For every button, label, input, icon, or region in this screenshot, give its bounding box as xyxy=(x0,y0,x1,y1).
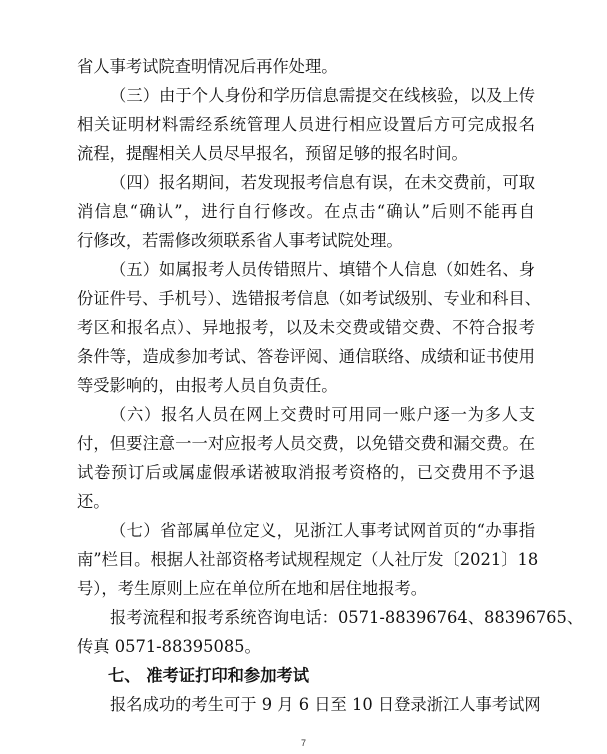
text-line: 南”栏目。根据人社部资格考试规程规定（人社厅发〔2021〕18 xyxy=(77,550,539,569)
text-line: 还。 xyxy=(77,492,110,511)
text-line: 行修改，若需修改须联系省人事考试院处理。 xyxy=(77,231,403,250)
text-line: 消信息“确认”，进行自行修改。在点击“确认”后则不能再自 xyxy=(77,202,535,221)
section-heading: 七、 准考证打印和参加考试 xyxy=(108,666,310,685)
text-line: 付，但要注意一一对应报考人员交费，以免错交费和漏交费。在 xyxy=(77,434,535,453)
text-line: 报考流程和报考系统咨询电话：0571-88396764、88396765、 xyxy=(110,608,584,627)
text-line: （四）报名期间，若发现报考信息有误，在未交费前，可取 xyxy=(110,173,535,192)
text-line: 相关证明材料需经系统管理人员进行相应设置后方可完成报名 xyxy=(77,115,535,134)
text-line: 号），考生原则上应在单位所在地和居住地报考。 xyxy=(77,579,428,598)
text-line: 传真 0571-88395085。 xyxy=(77,637,261,656)
text-line: 等受影响的，由报考人员自负责任。 xyxy=(77,376,338,395)
text-line: 报名成功的考生可于 9 月 6 日至 10 日登录浙江人事考试网 xyxy=(110,695,541,714)
text-line: 省人事考试院查明情况后再作处理。 xyxy=(77,57,338,76)
page-number: 7 xyxy=(300,738,306,748)
text-line: 流程，提醒相关人员尽早报名，预留足够的报名时间。 xyxy=(77,144,468,163)
text-line: 考区和报名点）、异地报考，以及未交费或错交费、不符合报考 xyxy=(77,318,535,337)
text-line: 试卷预订后或属虚假承诺被取消报考资格的，已交费用不予退 xyxy=(77,463,535,482)
text-line: （七）省部属单位定义，见浙江人事考试网首页的“办事指 xyxy=(110,521,535,540)
text-line: （五）如属报考人员传错照片、填错个人信息（如姓名、身 xyxy=(110,260,535,279)
text-line: 条件等，造成参加考试、答卷评阅、通信联络、成绩和证书使用 xyxy=(77,347,535,366)
text-line: （三）由于个人身份和学历信息需提交在线核验，以及上传 xyxy=(110,86,535,105)
text-line: （六）报名人员在网上交费时可用同一账户逐一为多人支 xyxy=(110,405,535,424)
text-line: 份证件号、手机号）、选错报考信息（如考试级别、专业和科目、 xyxy=(77,289,542,308)
